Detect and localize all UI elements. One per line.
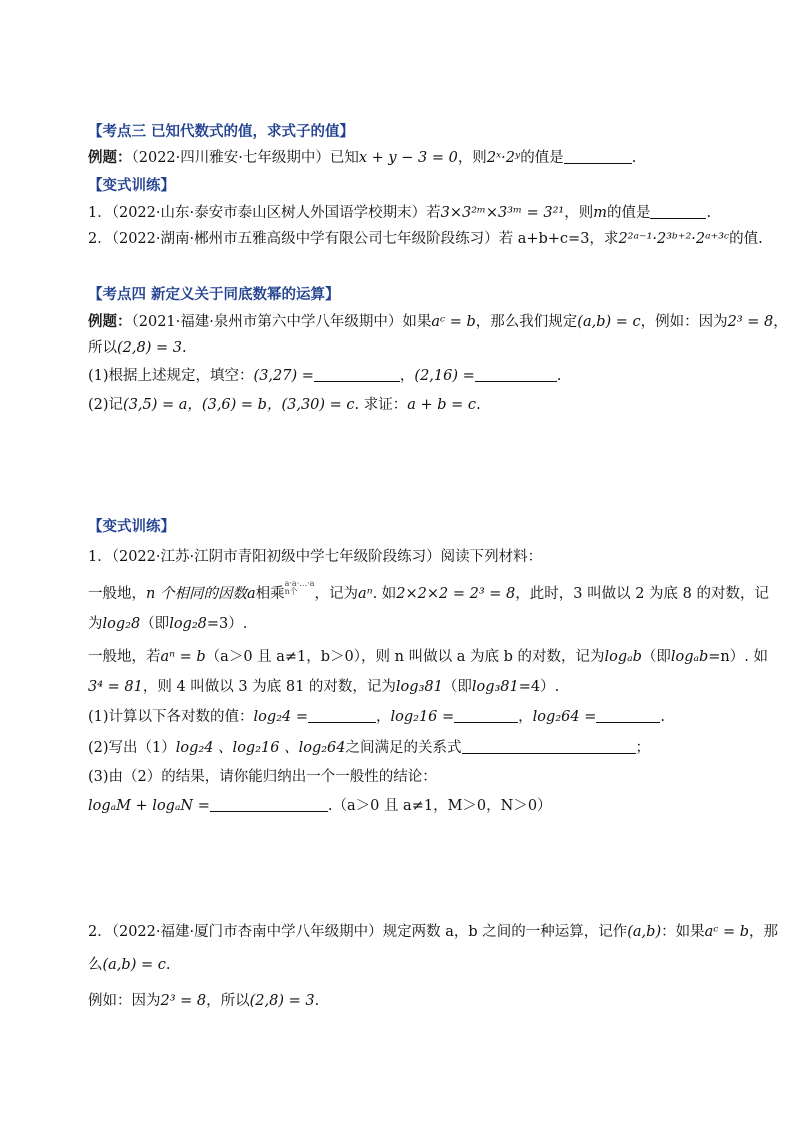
material-expr: aⁿ bbox=[358, 586, 373, 602]
answer-blank-2[interactable] bbox=[454, 708, 518, 723]
material-text: 为 bbox=[88, 616, 103, 632]
q1-var: m bbox=[593, 205, 607, 221]
training3-q2 bbox=[88, 229, 763, 249]
answer-blank-3[interactable] bbox=[596, 708, 660, 723]
q1-tail: . bbox=[706, 205, 712, 221]
part1-expr2: (2,16) = bbox=[414, 368, 475, 384]
product-stack bbox=[285, 580, 315, 596]
material-expr: log₃81 bbox=[471, 679, 519, 695]
material-text: （即 bbox=[442, 679, 472, 695]
example-mid: ，则 bbox=[457, 150, 487, 166]
training4-q2-line3 bbox=[88, 991, 319, 1011]
q1-text: 1．（2022·山东·泰安市泰山区树人外国语学校期末）若 bbox=[88, 205, 441, 221]
example-expr2: 2ˣ·2ʸ bbox=[486, 150, 521, 166]
answer-blank[interactable] bbox=[210, 797, 328, 812]
answer-blank-2[interactable] bbox=[475, 367, 557, 382]
q2-l3-end: . bbox=[314, 993, 320, 1009]
def-expr3: 2³ = 8 bbox=[727, 314, 774, 330]
q1-mid: ，则 bbox=[564, 205, 594, 221]
part1-end: . bbox=[556, 368, 562, 384]
part1-label: (1)计算以下各对数的值： bbox=[88, 709, 254, 725]
part1-expr1: log₂4 = bbox=[253, 709, 308, 725]
part2-label: (2)记 bbox=[88, 397, 124, 413]
training4-part2 bbox=[88, 738, 650, 758]
q2-text: 2．（2022·福建·厦门市杏南中学八年级期中）规定两数 a，b 之间的一种运算，记作 bbox=[88, 924, 628, 940]
stack-top: a·a·…·a bbox=[284, 579, 315, 588]
q2-l3-text: 例如：因为 bbox=[88, 993, 161, 1009]
material-text: ，记为 bbox=[314, 586, 359, 602]
part2-expr2: a + b = c bbox=[407, 397, 477, 413]
material-text: . 如 bbox=[372, 586, 397, 602]
material-text: 相乘 bbox=[255, 586, 285, 602]
material-text: 一般地，若 bbox=[88, 649, 161, 665]
material-expr: log₂8 bbox=[102, 616, 141, 632]
q2-expr: 2²ᵃ⁻¹·2³ᵇ⁺²·2ᵃ⁺³ᶜ bbox=[618, 231, 730, 247]
example-source: （2021·福建·泉州市第六中学八年级期中）如果 bbox=[131, 314, 432, 330]
q2-l2-expr: (a,b) = c bbox=[102, 957, 166, 973]
def-end: ， bbox=[773, 314, 788, 330]
material-expr: log₃81 bbox=[395, 679, 443, 695]
material-text: ，此时，3 叫做以 2 为底 8 的对数，记 bbox=[515, 586, 770, 602]
material-expr: aⁿ = b bbox=[160, 649, 206, 665]
def-expr2: (a,b) = c bbox=[577, 314, 641, 330]
training4-material-line4 bbox=[88, 677, 559, 697]
training4-q2-line1 bbox=[88, 922, 778, 942]
q2-l2-text: 么 bbox=[88, 957, 103, 973]
line2-end: . bbox=[181, 340, 187, 356]
training4-q1-intro: 1．（2022·江苏·江阴市青阳初级中学七年级阶段练习）阅读下列材料： bbox=[88, 549, 543, 565]
part2-mid: . 求证： bbox=[354, 397, 408, 413]
section3-example bbox=[88, 148, 636, 168]
material-text: =3）. bbox=[206, 616, 248, 632]
material-text: 一般地， bbox=[88, 586, 146, 602]
material-text: （即 bbox=[140, 616, 170, 632]
material-var: a bbox=[246, 586, 256, 602]
line2-text: 所以 bbox=[88, 340, 117, 356]
example-label: 例题： bbox=[88, 149, 132, 166]
part1-expr1: (3,27) = bbox=[253, 368, 314, 384]
training4-heading: 【变式训练】 bbox=[88, 519, 175, 535]
part1-expr2: log₂16 = bbox=[390, 709, 455, 725]
part2-mid: 之间满足的关系式 bbox=[345, 740, 462, 756]
material-text: =4）. bbox=[518, 679, 560, 695]
part2-expr: (3,5) = a，(3,6) = b，(3,30) = c bbox=[123, 397, 355, 413]
training4-material-line3 bbox=[88, 647, 768, 667]
section4-example-line1 bbox=[88, 312, 788, 332]
training4-material-line2 bbox=[88, 614, 247, 634]
answer-blank[interactable] bbox=[462, 739, 636, 754]
training4-part1 bbox=[88, 707, 665, 727]
q2-l3-expr: 2³ = 8 bbox=[160, 993, 207, 1009]
stack-bottom: n个 bbox=[284, 587, 298, 596]
section3-heading: 【考点三 已知代数式的值，求式子的值】 bbox=[88, 124, 355, 140]
material-expr: 2×2×2 = 2³ = 8 bbox=[396, 586, 516, 602]
q2-expr2: aᶜ = b bbox=[704, 924, 750, 940]
part2-label: (2)写出（1） bbox=[88, 740, 176, 756]
def-mid2: ，例如：因为 bbox=[640, 314, 728, 330]
q2-l2-end: . bbox=[165, 957, 171, 973]
section4-part1 bbox=[88, 366, 561, 386]
material-text: ，则 4 叫做以 3 为底 81 的对数，记为 bbox=[142, 679, 396, 695]
part1-end: . bbox=[660, 709, 665, 725]
section4-heading: 【考点四 新定义关于同底数幂的运算】 bbox=[88, 287, 340, 303]
q2-text: 2．（2022·湖南·郴州市五雅高级中学有限公司七年级阶段练习）若 a+b+c=3，求 bbox=[88, 231, 619, 247]
training4-part3: (3)由（2）的结果，请你能归纳出一个一般性的结论： bbox=[88, 769, 437, 785]
q2-expr: (a,b) bbox=[627, 924, 662, 940]
training4-material-line1 bbox=[88, 580, 769, 604]
example-end: 的值是 bbox=[520, 150, 564, 166]
part1-sep: ， bbox=[376, 709, 391, 725]
q2-l3-text: ，所以 bbox=[206, 993, 250, 1009]
material-expr: logₐb bbox=[604, 649, 642, 665]
def-mid: ，那么我们规定 bbox=[475, 314, 578, 330]
material-text: =n）. 如 bbox=[708, 649, 768, 665]
section4-part2 bbox=[88, 395, 481, 415]
part1-sep: ， bbox=[518, 709, 533, 725]
q2-l3-expr2: (2,8) = 3 bbox=[249, 993, 315, 1009]
line2-expr: (2,8) = 3 bbox=[117, 340, 182, 356]
training4-q2-line2 bbox=[88, 955, 170, 975]
part1-label: (1)根据上述规定，填空： bbox=[88, 368, 254, 384]
material-expr: 3⁴ = 81 bbox=[88, 679, 143, 695]
answer-blank[interactable] bbox=[564, 149, 632, 164]
def-expr: aᶜ = b bbox=[431, 314, 476, 330]
part1-expr3: log₂64 = bbox=[532, 709, 597, 725]
part3-expr: logₐM + logₐN = bbox=[88, 798, 210, 814]
answer-blank-1[interactable] bbox=[308, 708, 376, 723]
part1-sep: ， bbox=[399, 368, 415, 384]
training3-heading: 【变式训练】 bbox=[88, 178, 175, 194]
example-label: 例题： bbox=[88, 313, 132, 330]
q1-end: 的值是 bbox=[606, 205, 651, 221]
training3-q1 bbox=[88, 203, 711, 223]
example-source: （2022·四川雅安·七年级期中）已知 bbox=[131, 150, 359, 166]
part2-end: . bbox=[476, 397, 481, 413]
example-expr: x + y − 3 = 0 bbox=[358, 150, 458, 166]
q2-mid: ：如果 bbox=[661, 924, 705, 940]
answer-blank[interactable] bbox=[650, 204, 706, 219]
material-text: （a＞0 且 a≠1，b＞0），则 n 叫做以 a 为底 b 的对数，记为 bbox=[205, 649, 605, 665]
part2-expr: log₂4 、log₂16 、log₂64 bbox=[175, 740, 346, 756]
q1-expr: 3×3²ᵐ×3³ᵐ = 3²¹ bbox=[440, 205, 565, 221]
material-expr: logₐb bbox=[670, 649, 709, 665]
example-tail: . bbox=[631, 150, 637, 166]
section4-example-line2 bbox=[88, 338, 187, 358]
material-expr: log₂8 bbox=[169, 616, 207, 632]
answer-blank-1[interactable] bbox=[314, 367, 400, 382]
material-text: （即 bbox=[641, 649, 671, 665]
q2-end: ，那 bbox=[749, 924, 779, 940]
material-text: n 个相同的因数 bbox=[146, 586, 247, 602]
part3-end: .（a＞0 且 a≠1，M＞0，N＞0） bbox=[327, 798, 552, 814]
training4-part3-formula bbox=[88, 796, 552, 816]
part2-end: ； bbox=[635, 740, 650, 756]
q2-end: 的值. bbox=[729, 231, 763, 247]
